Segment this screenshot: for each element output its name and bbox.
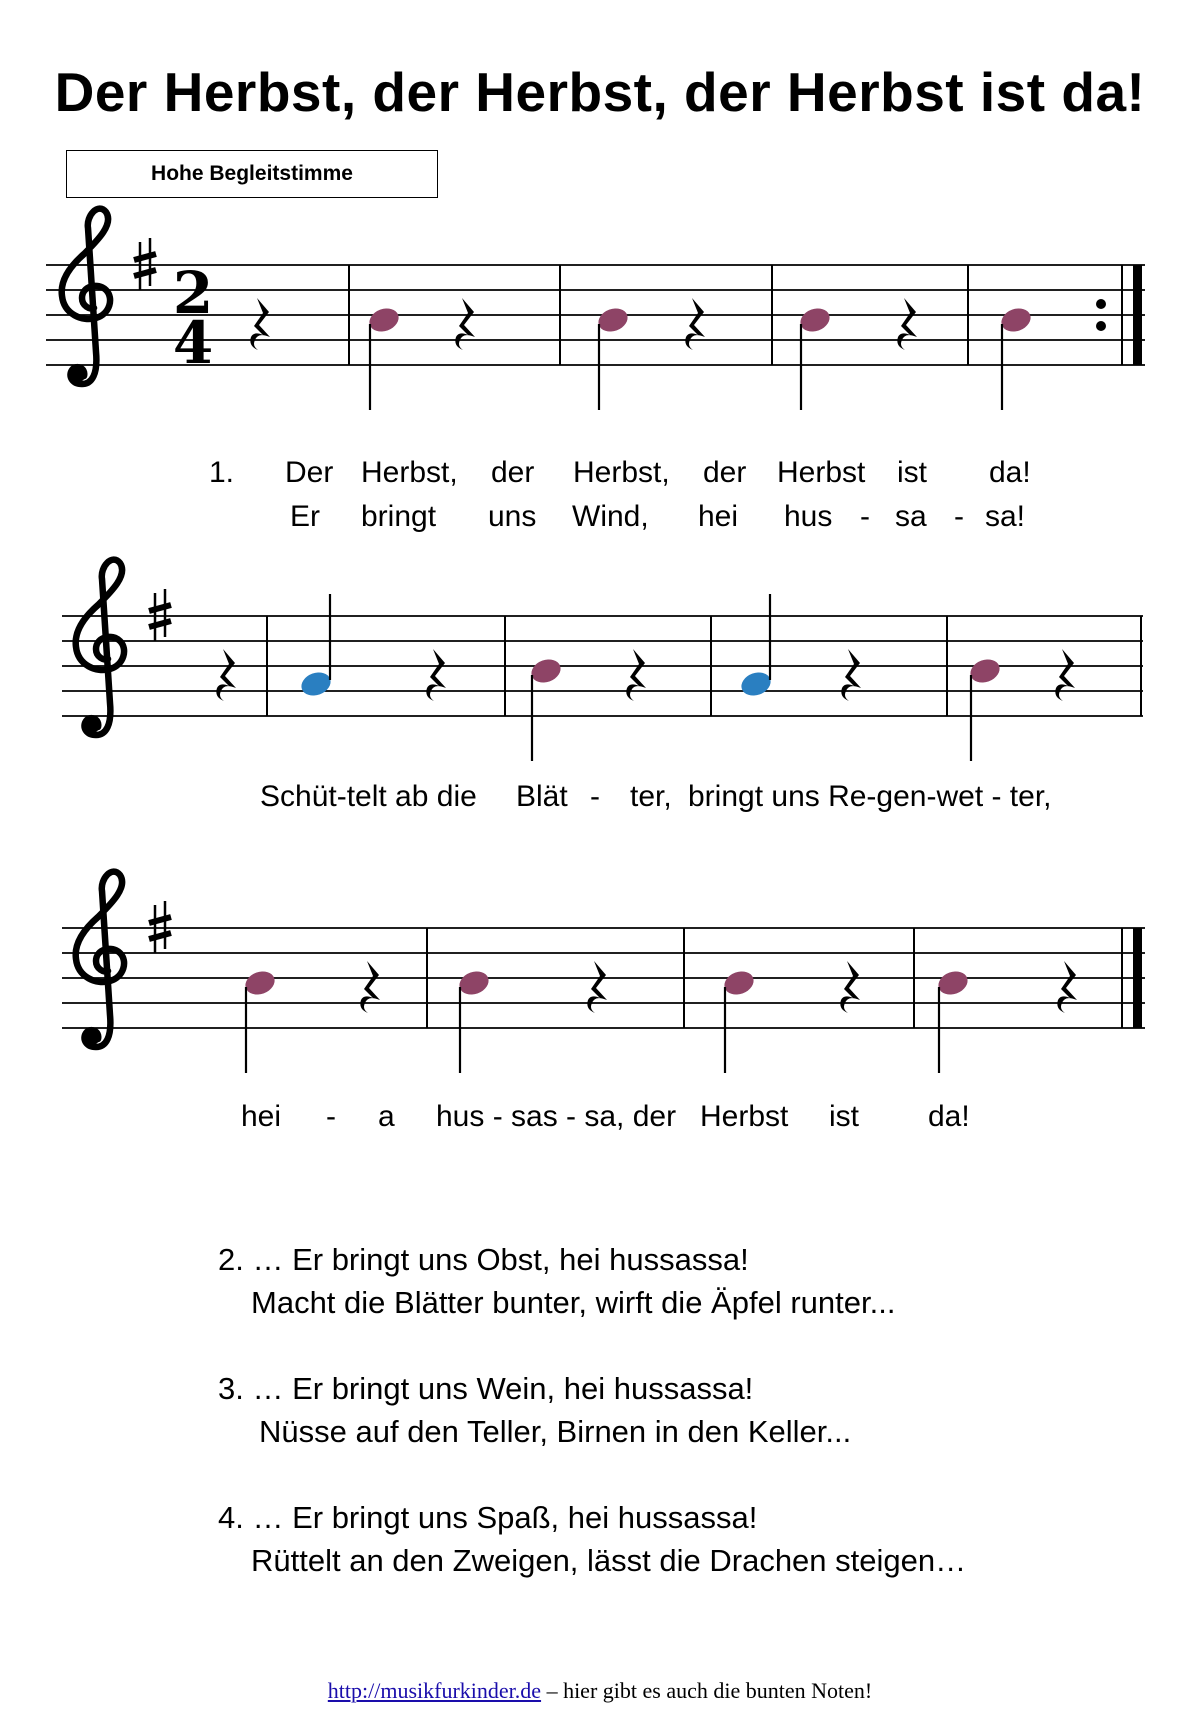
verse-2-line-1: 2. … Er bringt uns Obst, hei hussassa! — [218, 1242, 749, 1277]
lyric-hyphen: - — [326, 1100, 336, 1133]
lyric-syllable: hei — [698, 500, 739, 533]
quarter-rest — [426, 649, 446, 701]
lyric-syllable: hus — [784, 500, 833, 533]
lyric-syllable: bringt — [361, 500, 437, 533]
note-b — [797, 305, 833, 336]
lyric-syllable: hei — [241, 1100, 282, 1133]
lyric-syllable: hus - sas - sa, der — [436, 1100, 677, 1133]
lyric-syllable: da! — [928, 1100, 970, 1133]
sharp-icon — [134, 238, 156, 290]
lyric-syllable: Schüt-telt ab die — [260, 780, 477, 813]
lyric-syllable: der — [703, 456, 747, 489]
verse-3-line-2: Nüsse auf den Teller, Birnen in den Keller... — [259, 1414, 852, 1449]
staff-system-1 — [0, 210, 1200, 430]
lyric-syllable: Herbst — [777, 456, 866, 489]
quarter-rest — [360, 961, 380, 1013]
note-b — [967, 656, 1003, 687]
note-b — [366, 305, 402, 336]
treble-clef-icon — [62, 209, 110, 384]
quarter-rest — [626, 649, 646, 701]
time-signature-bottom: 4 — [172, 309, 214, 377]
lyric-syllable: Er — [290, 500, 320, 533]
lyric-syllable: uns — [488, 500, 537, 533]
note-b — [721, 968, 757, 999]
verse-2-line-2: Macht die Blätter bunter, wirft die Äpfel runter... — [251, 1285, 896, 1320]
lyric-syllable: Wind, — [572, 500, 649, 533]
quarter-rest — [897, 298, 917, 350]
lyric-syllable: Herbst, — [361, 456, 458, 489]
quarter-rest — [250, 298, 270, 350]
treble-clef-icon — [76, 560, 124, 735]
note-b — [456, 968, 492, 999]
lyric-syllable: der — [491, 456, 535, 489]
footer — [0, 1678, 1200, 1704]
lyric-syllable: a — [378, 1100, 395, 1133]
quarter-rest — [685, 298, 705, 350]
verse-3-line-1: 3. … Er bringt uns Wein, hei hussassa! — [218, 1371, 754, 1406]
note-b — [528, 656, 564, 687]
lyric-syllable: ter, — [630, 780, 672, 813]
lyric-syllable: bringt uns Re-gen-wet - ter, — [688, 780, 1052, 813]
lyric-hyphen: - — [860, 500, 870, 533]
staff-system-3 — [0, 875, 1200, 1095]
lyric-hyphen: - — [590, 780, 600, 813]
footer-text: – hier gibt es auch die bunten Noten! — [541, 1678, 873, 1703]
lyric-syllable: ist — [897, 456, 927, 489]
website-link[interactable]: http://musikfurkinder.de — [327, 1678, 542, 1703]
note-b — [595, 305, 631, 336]
quarter-rest — [455, 298, 475, 350]
lyric-syllable: Herbst — [700, 1100, 789, 1133]
voice-label: Hohe Begleitstimme — [66, 150, 438, 198]
time-signature-top: 2 — [172, 259, 214, 327]
note-a — [298, 669, 334, 700]
note-b — [242, 968, 278, 999]
staff-system-2 — [0, 564, 1200, 784]
quarter-rest — [587, 961, 607, 1013]
lyric-syllable: ist — [829, 1100, 859, 1133]
quarter-rest — [1055, 649, 1075, 701]
lyric-syllable: da! — [989, 456, 1031, 489]
sharp-icon — [149, 901, 171, 953]
verse-4-line-2: Rüttelt an den Zweigen, lässt die Drachen steigen… — [251, 1543, 967, 1578]
lyric-syllable: Herbst, — [573, 456, 670, 489]
sharp-icon — [149, 589, 171, 641]
note-a — [738, 669, 774, 700]
lyric-verse-number: 1. — [209, 456, 235, 489]
lyric-syllable: Der — [285, 456, 334, 489]
note-b — [998, 305, 1034, 336]
quarter-rest — [840, 961, 860, 1013]
quarter-rest — [1057, 961, 1077, 1013]
note-b — [935, 968, 971, 999]
treble-clef-icon — [76, 872, 124, 1047]
lyric-syllable: sa — [895, 500, 927, 533]
quarter-rest — [841, 649, 861, 701]
lyric-hyphen: - — [954, 500, 964, 533]
page-title: Der Herbst, der Herbst, der Herbst ist da! — [54, 61, 1146, 123]
verse-4-line-1: 4. … Er bringt uns Spaß, hei hussassa! — [218, 1500, 758, 1535]
lyric-syllable: Blät — [516, 780, 568, 813]
lyric-syllable: sa! — [985, 500, 1026, 533]
quarter-rest — [216, 649, 236, 701]
